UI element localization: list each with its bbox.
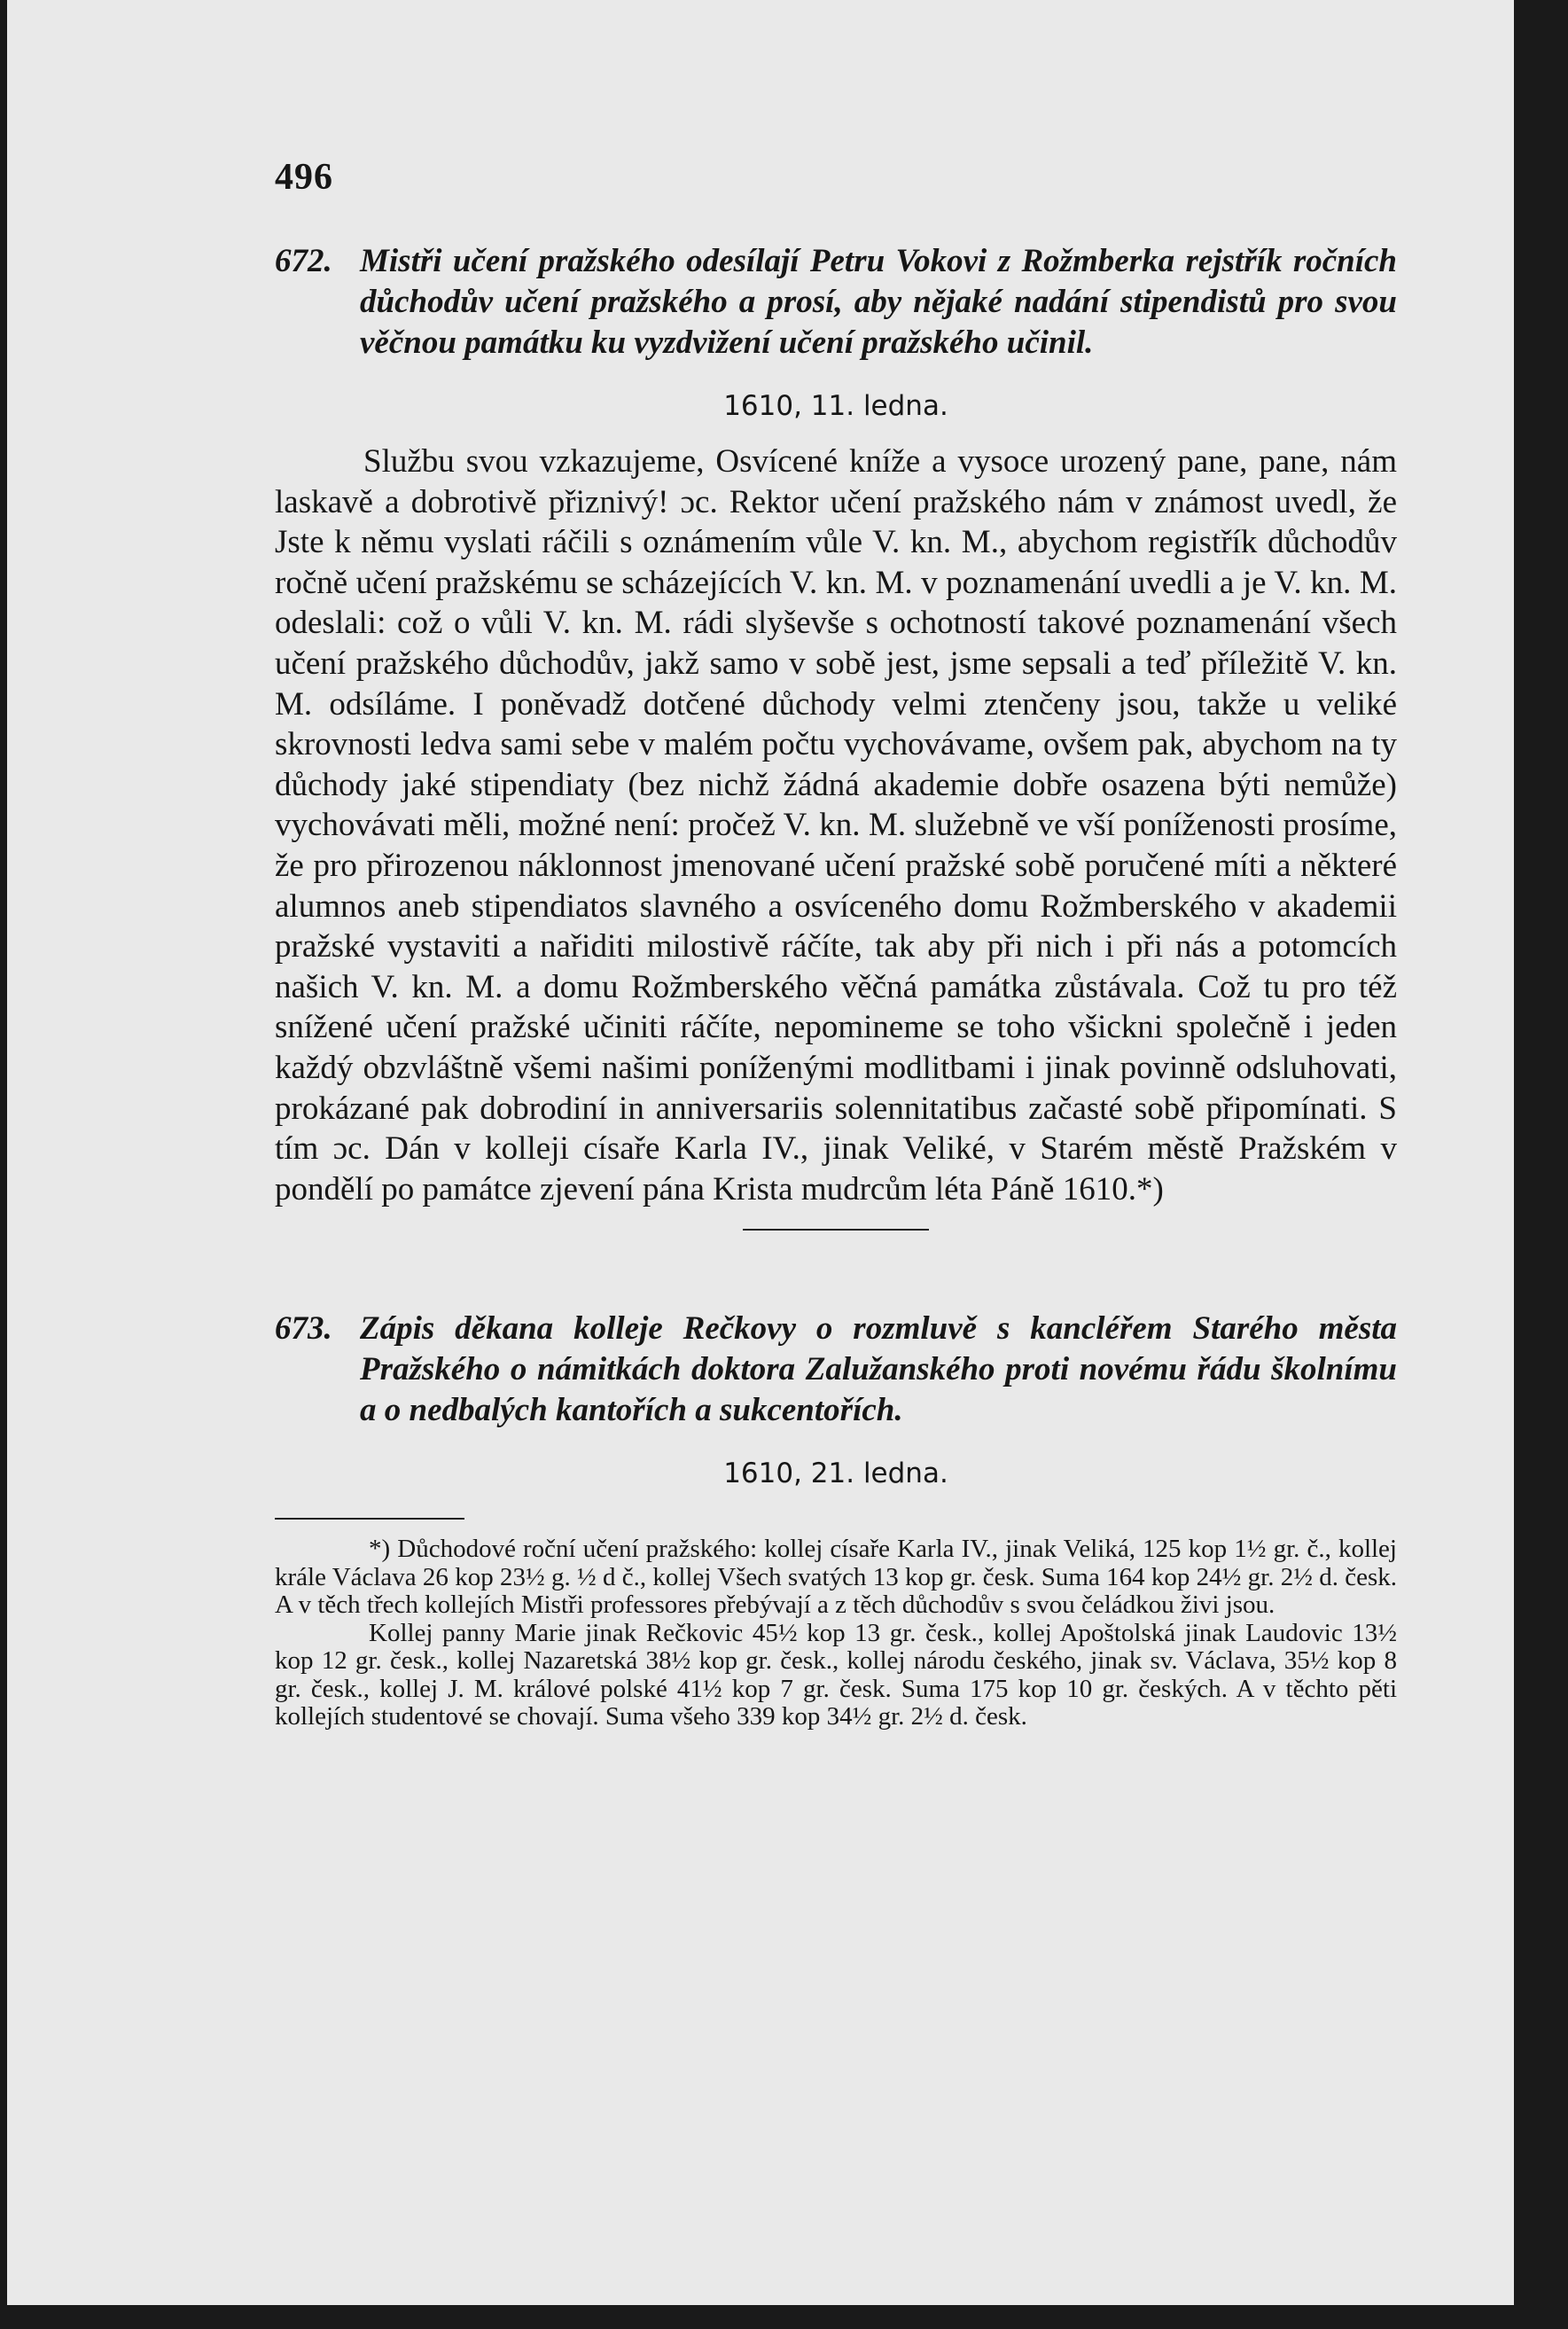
footnote-paragraph-2: Kollej panny Marie jinak Rečkovic 45½ kop 13 gr. česk., kollej Apoštolská jinak Laudovic 13½ kop 12 gr. česk., kollej Nazaretská 38½ kop gr. česk., kollej národu českého, jinak sv. Václava, 35½ kop 8 gr. česk., kollej J. M. králové polské 41½ kop 7 gr. česk. Suma 175 kop 10 gr. českých. A v těchto pěti kollejích studentové se chovají. Suma všeho 339 kop 34½ gr. 2½ d. česk. <box>275 1618 1397 1731</box>
page-number: 496 <box>275 157 333 198</box>
footnote <box>275 1536 1397 1731</box>
entry-673-date: 1610, 21. ledna. <box>723 1458 948 1490</box>
entry-672-body: Službu svou vzkazujeme, Osvícené kníže a vysoce urozený pane, pane, nám laskavě a dobrotivě přiznivý! ɔc. Rektor učení pražského nám v známost uvedl, že Jste k němu vyslati ráčili s oznámením vůle V. kn. M., abychom registřík důchodův ročně učení pražskému se scházejících V. kn. M. v poznamenání uvedli a je V. kn. M. odeslali: což o vůli V. kn. M. rádi slyševše s ochotností takové poznamenání všech učení pražského důchodův, jakž samo v sobě jest, jsme sepsali a teď příležitě V. kn. M. odsíláme. I poněvadž dotčené důchody velmi ztenčeny jsou, takže u veliké skrovnosti ledva sami sebe v malém počtu vychovávame, ovšem pak, abychom na ty důchody jaké stipendiaty (bez nichž žádná akademie dobře osazena býti nemůže) vychovávati měli, možné není: pročež V. kn. M. služebně ve vší poníženosti prosíme, že pro přirozenou náklonnost jmenované učení pražské sobě poručené míti a některé alumnos aneb stipendiatos slavného a osvíceného domu Rožmberského v akademii pražské vystaviti a nařiditi milostivě ráčíte, tak aby při nich i při nás a potomcích našich V. kn. M. a domu Rožmberského věčná památka zůstávala. Což tu pro též snížené učení pražské učiniti ráčíte, nepomineme se toho všickni společně i jeden každý obzvláštně všemi našimi poníženými modlitbami i jinak povinně odsluhovati, prokázané pak dobrodiní in anniversariis solennitatibus začasté sobě připomínati. S tím ɔc. Dán v kolleji císaře Karla IV., jinak Veliké, v Starém městě Pražském v pondělí po památce zjevení pána Krista mudrcům léta Páně 1610.*) <box>275 443 1397 1207</box>
footnote-divider <box>275 1518 464 1520</box>
entry-672-title: Mistři učení pražského odesílají Petru Vokovi z Rožmberka rejstřík ročních důchodův učení pražského a prosí, aby nějaké nadání stipendistů pro svou věčnou památku ku vyzdvižení učení pražského učinil. <box>360 243 1397 361</box>
entry-673-number: 673. <box>275 1310 332 1348</box>
book-page <box>7 0 1514 2305</box>
entry-672-date: 1610, 11. ledna. <box>723 390 948 422</box>
footnote-paragraph-1: *) Důchodové roční učení pražského: kollej císaře Karla IV., jinak Veliká, 125 kop 1½ gr. č., kollej krále Václava 26 kop 23½ g. ½ d č., kollej Všech svatých 13 kop gr. česk. Suma 164 kop 24½ gr. 2½ d. česk. A v těch třech kollejích Mistři professores přebývají a z těch důchodův s svou čeládkou živi jsou. <box>275 1535 1397 1620</box>
entry-672-heading <box>275 241 1397 363</box>
page-content <box>275 241 1397 1731</box>
section-divider <box>743 1229 929 1231</box>
entry-672-number: 672. <box>275 243 332 279</box>
entry-673-title: Zápis děkana kolleje Rečkovy o rozmluvě s kancléřem Starého města Pražského o námitkách doktora Zalužanského proti novému řádu školnímu a o nedbalých kantořích a sukcentořích. <box>360 1310 1397 1429</box>
entry-673-heading <box>275 1309 1397 1431</box>
